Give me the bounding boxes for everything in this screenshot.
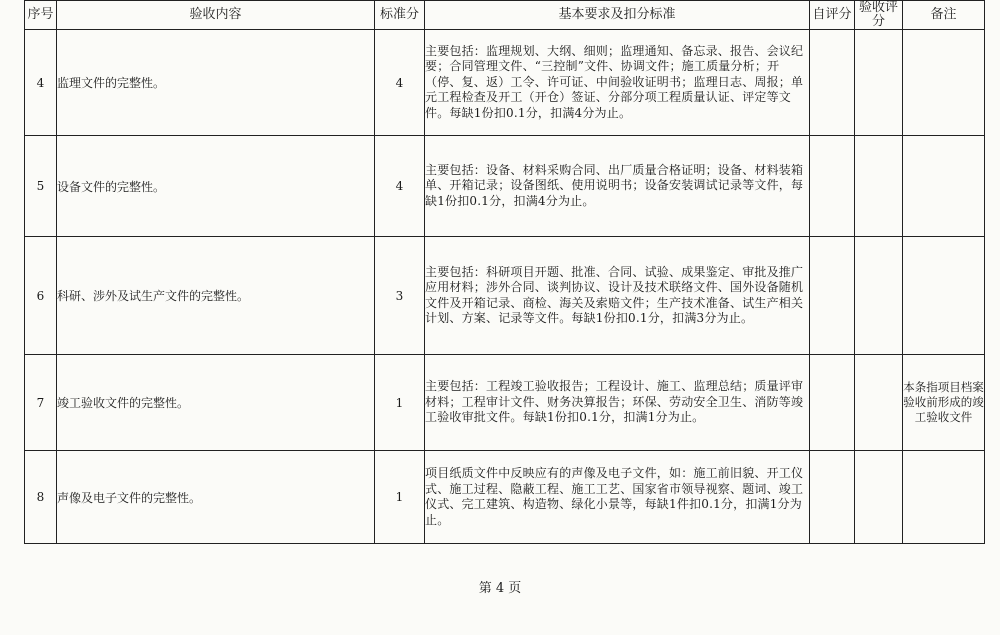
table-row: [25, 30, 985, 136]
row-criteria: 主要包括：设备、材料采购合同、出厂质量合格证明；设备、材料装箱单、开箱记录；设备图纸、使用说明书；设备安装调试记录等文件，每缺1份扣0.1分，扣满4分为止。: [425, 136, 810, 237]
acceptance-table: [24, 0, 985, 544]
row-self-score: [810, 355, 855, 451]
row-self-score: [810, 136, 855, 237]
table-row: [25, 355, 985, 451]
row-score: 1: [375, 355, 425, 451]
row-content: 科研、涉外及试生产文件的完整性。: [57, 237, 375, 355]
row-criteria: 主要包括：科研项目开题、批准、合同、试验、成果鉴定、审批及推广应用材料；涉外合同、谈判协议、设计及技术联络文件、国外设备随机文件及开箱记录、商检、海关及索赔文件；生产技术准备、试生产相关计划、方案、记录等文件。每缺1份扣0.1分，扣满3分为止。: [425, 237, 810, 355]
row-content: 声像及电子文件的完整性。: [57, 451, 375, 544]
page-number: 第 4 页: [478, 581, 522, 596]
row-self-score: [810, 451, 855, 544]
header-score: 标准分: [375, 1, 425, 30]
header-check-score: 验收评分: [855, 1, 903, 30]
row-content: 设备文件的完整性。: [57, 136, 375, 237]
row-content: 监理文件的完整性。: [57, 30, 375, 136]
row-criteria: 项目纸质文件中反映应有的声像及电子文件，如：施工前旧貌、开工仪式、施工过程、隐蔽工程、施工工艺、国家省市领导视察、题词、竣工仪式、完工建筑、构造物、绿化小景等，每缺1件扣0.1分，扣满1分为止。: [425, 451, 810, 544]
row-score: 4: [375, 30, 425, 136]
header-remark: 备注: [903, 1, 985, 30]
header-self-score: 自评分: [810, 1, 855, 30]
row-index: 8: [25, 451, 57, 544]
table-row: [25, 451, 985, 544]
row-remark: [903, 237, 985, 355]
table-row: [25, 136, 985, 237]
row-score: 4: [375, 136, 425, 237]
row-index: 6: [25, 237, 57, 355]
row-remark: [903, 451, 985, 544]
row-self-score: [810, 237, 855, 355]
row-score: 3: [375, 237, 425, 355]
row-check-score: [855, 237, 903, 355]
row-remark: 本条指项目档案验收前形成的竣工验收文件: [903, 355, 985, 451]
header-index: 序号: [25, 1, 57, 30]
row-check-score: [855, 451, 903, 544]
header-content: 验收内容: [57, 1, 375, 30]
row-content: 竣工验收文件的完整性。: [57, 355, 375, 451]
row-self-score: [810, 30, 855, 136]
row-check-score: [855, 355, 903, 451]
table-row: [25, 237, 985, 355]
row-check-score: [855, 30, 903, 136]
row-index: 7: [25, 355, 57, 451]
row-index: 4: [25, 30, 57, 136]
row-score: 1: [375, 451, 425, 544]
row-criteria: 主要包括：监理规划、大纲、细则；监理通知、备忘录、报告、会议纪要；合同管理文件、“三控制”文件、协调文件；施工质量分析；开（停、复、返）工令、许可证、中间验收证明书；监理日志、周报；单元工程检查及开工（开仓）签证、分部分项工程质量认证、评定等文件。每缺1份扣0.1分，扣满4分为止。: [425, 30, 810, 136]
row-remark: [903, 30, 985, 136]
table-header-row: [25, 1, 985, 30]
row-check-score: [855, 136, 903, 237]
row-criteria: 主要包括：工程竣工验收报告；工程设计、施工、监理总结；质量评审材料；工程审计文件、财务决算报告；环保、劳动安全卫生、消防等竣工验收审批文件。每缺1份扣0.1分，扣满1分为止。: [425, 355, 810, 451]
header-criteria: 基本要求及扣分标准: [425, 1, 810, 30]
row-index: 5: [25, 136, 57, 237]
row-remark: [903, 136, 985, 237]
